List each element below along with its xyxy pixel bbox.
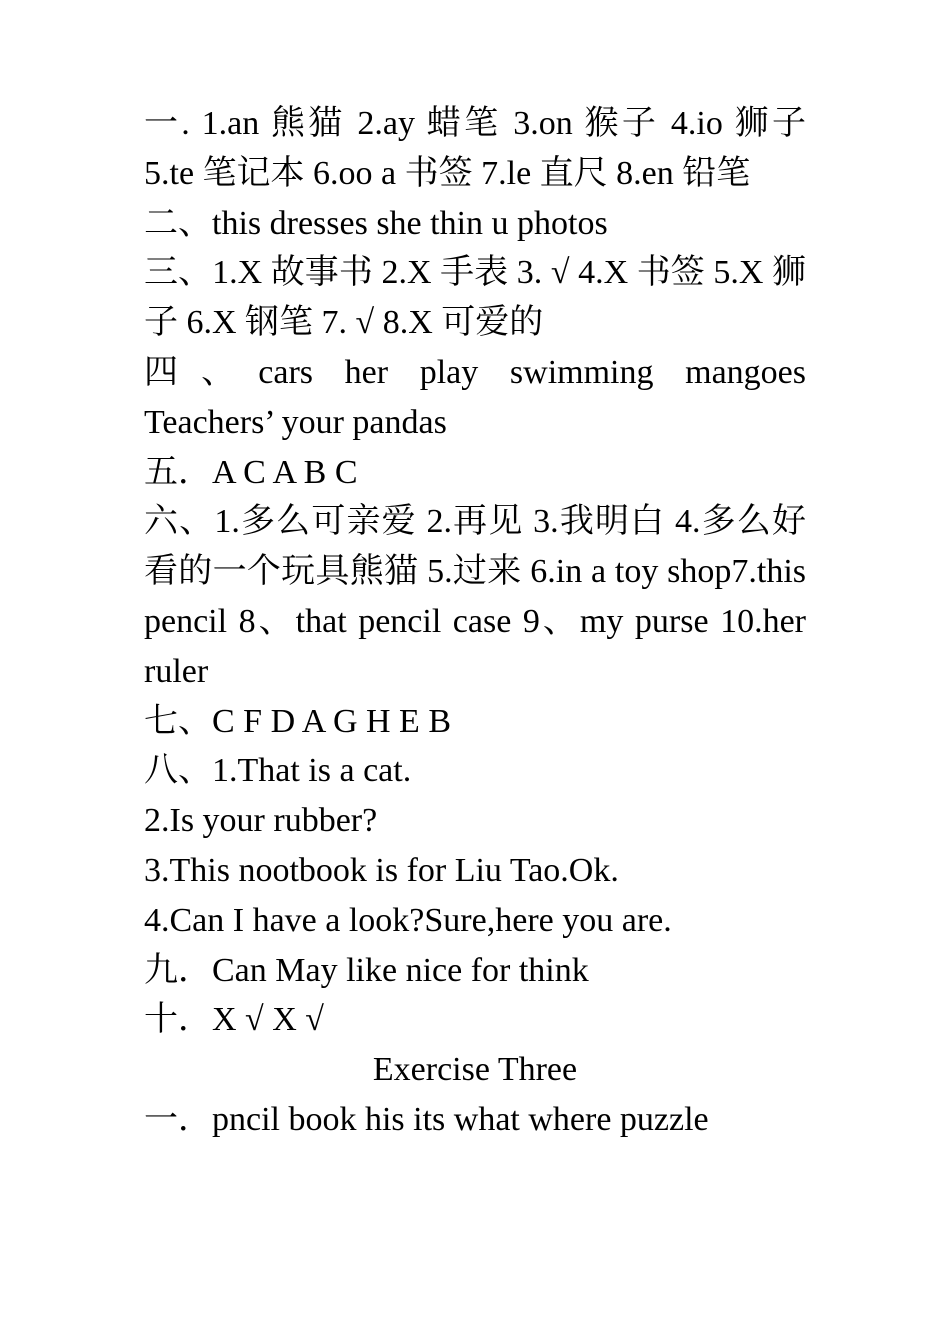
answer-section-8-item-4: 4.Can I have a look?Sure,here you are. — [144, 901, 672, 939]
answer-section-5: 五．A C A B C — [144, 453, 358, 491]
answer-section-8-item-3: 3.This nootbook is for Liu Tao.Ok. — [144, 851, 619, 889]
answer-section-2: 二、this dresses she thin u photos — [144, 204, 608, 242]
answer-section-4: 四、cars her play swimming mangoes Teachers’ your pandas — [144, 353, 806, 441]
answer-section-10: 十．X √ X √ — [144, 1001, 324, 1039]
exercise-heading: Exercise Three — [372, 1051, 578, 1089]
answer-section-1: 一. 1.an 熊猫 2.ay 蜡笔 3.on 猴子 4.io 狮子 5.te 笔记本 6.oo a 书签 7.le 直尺 8.en 铅笔 — [144, 105, 806, 192]
exercise-three-section-1: 一．pncil book his its what where puzzle — [144, 1100, 709, 1138]
answer-key-page — [144, 99, 806, 1145]
answer-section-7: 七、C F D A G H E B — [144, 702, 451, 740]
answer-section-3: 三、1.X 故事书 2.X 手表 3. √ 4.X 书签 5.X 狮子 6.X 钢笔 7. √ 8.X 可爱的 — [144, 254, 806, 342]
answer-section-8-item-1: 八、1.That is a cat. — [144, 752, 412, 790]
answer-section-9: 九．Can May like nice for think — [144, 951, 589, 989]
answer-section-6: 六、1.多么可亲爱 2.再见 3.我明白 4.多么好看的一个玩具熊猫 5.过来 6.in a toy shop7.this pencil 8、that pencil case 9、my purse 10.her ruler — [144, 503, 806, 690]
answer-section-8-item-2: 2.Is your rubber? — [144, 802, 378, 840]
